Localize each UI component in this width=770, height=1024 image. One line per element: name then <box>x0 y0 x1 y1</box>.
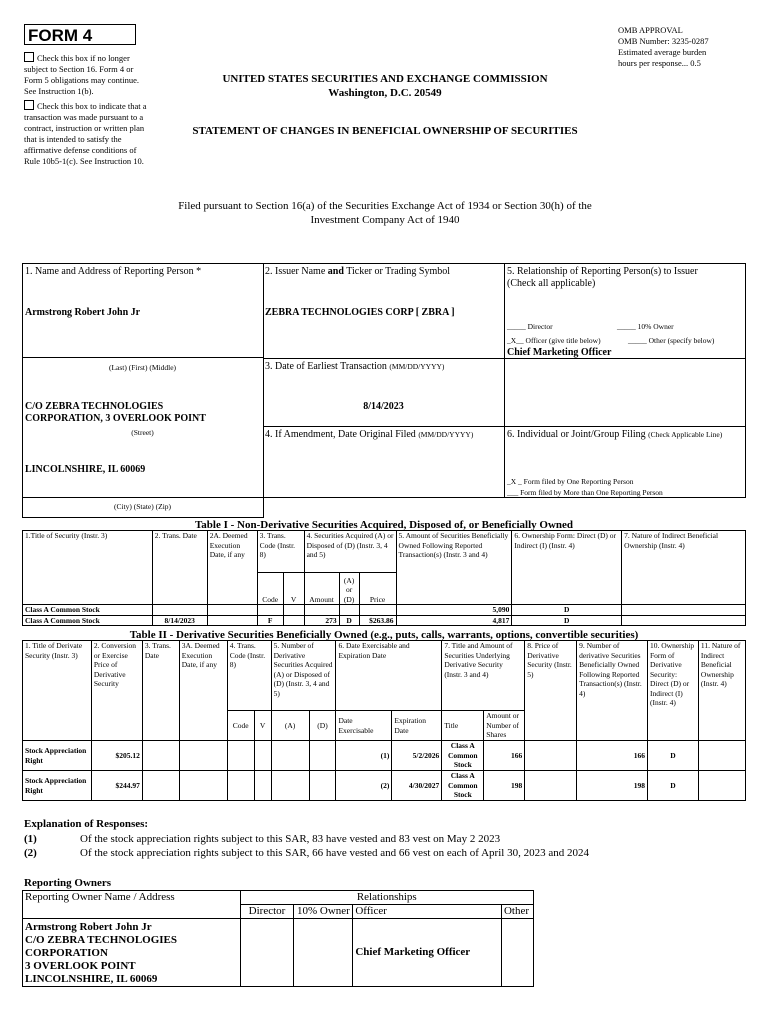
t2-h-exercisable: 6. Date Exercisable and Expiration Date <box>336 641 442 711</box>
box4-label: 4. If Amendment, Date Original Filed (MM/DD/YYYY) <box>265 429 474 440</box>
t1-sub-price: Price <box>359 573 396 605</box>
table-row <box>23 919 534 987</box>
table2-title: Table II - Derivative Securities Beneficially Owned (e.g., puts, calls, warrants, options, convertible securities) <box>129 629 639 641</box>
table1-non-derivative <box>22 530 746 626</box>
t1-h-owned: 5. Amount of Securities Beneficially Owned Following Reported Transaction(s) (Instr. 3 and 4) <box>396 531 512 605</box>
t1-h-code: 3. Trans. Code (Instr. 8) <box>257 531 304 573</box>
t1-sub-aord: (A) or (D) <box>339 573 359 605</box>
t2-h-underlying: 7. Title and Amount of Securities Underlying Derivative Security (Instr. 3 and 4) <box>442 641 525 711</box>
owners-h-10pct: 10% Owner <box>294 905 353 919</box>
reporting-person-name: Armstrong Robert John Jr <box>25 307 141 318</box>
t2-h-form: 10. Ownership Form of Derivative Security: Direct (D) or Indirect (I) (Instr. 4) <box>648 641 699 741</box>
table-row: Class A Common Stock 5,090 D <box>23 605 746 616</box>
owners-h-director: Director <box>240 905 294 919</box>
relationship-officer: _X__ Officer (give title below) <box>507 336 601 345</box>
t1-h-deemed: 2A. Deemed Execution Date, if any <box>207 531 257 605</box>
agency-name: UNITED STATES SECURITIES AND EXCHANGE COMMISSION <box>222 73 548 85</box>
reporting-owners-table <box>22 890 534 987</box>
table2-derivative <box>22 640 746 801</box>
explanation-title: Explanation of Responses: <box>24 818 149 830</box>
t2-h-conversion: 2. Conversion or Exercise Price of Derivative Security <box>91 641 142 741</box>
filed-pursuant: Filed pursuant to Section 16(a) of the Securities Exchange Act of 1934 or Section 30(h) of the Investment Company Act of 1940 <box>178 200 592 226</box>
checkbox-icon[interactable] <box>24 100 34 110</box>
table-row: Class A Common Stock 8/14/2023 F 273 D $263.86 4,817 D <box>23 615 746 626</box>
t2-h-deemed: 3A. Deemed Execution Date, if any <box>179 641 227 741</box>
t2-h-price: 8. Price of Derivative Security (Instr. 5) <box>525 641 577 741</box>
t2-sub-a: (A) <box>271 711 309 741</box>
agency-city: Washington, D.C. 20549 <box>328 87 442 99</box>
t2-sub-date-exercisable: Date Exercisable <box>336 711 392 741</box>
city-address: LINCOLNSHIRE, IL 60069 <box>25 464 146 475</box>
earliest-transaction-date: 8/14/2023 <box>363 401 404 412</box>
table-row: Stock Appreciation Right $205.12 (1) 5/2/2026 Class A Common Stock 166 166 D <box>23 741 746 771</box>
check-box-rule10b5[interactable]: Check this box to indicate that a transaction was made pursuant to a contract, instruction or written plan that is intended to satisfy the affirmative defense conditions of Rule 10b5-1(c). See Instruction 10. <box>24 101 147 166</box>
city-sublabel: (City) (State) (Zip) <box>113 502 172 511</box>
t2-h-owned: 9. Number of derivative Securities Beneficially Owned Following Reported Transaction(s) (Instr. 4) <box>577 641 648 741</box>
table1-title: Table I - Non-Derivative Securities Acquired, Disposed of, or Beneficially Owned <box>194 519 574 531</box>
explanation-list <box>24 832 589 860</box>
owners-h-name: Reporting Owner Name / Address <box>23 891 241 919</box>
box5-label: 5. Relationship of Reporting Person(s) to Issuer (Check all applicable) <box>507 266 698 289</box>
box2-label: 2. Issuer Name and Ticker or Trading Symbol <box>265 266 451 277</box>
t2-h-code: 4. Trans. Code (Instr. 8) <box>227 641 271 711</box>
filing-multiple-persons: ___ Form filed by More than One Reporting Person <box>507 488 663 497</box>
issuer-name: ZEBRA TECHNOLOGIES CORP [ ZBRA ] <box>265 307 455 318</box>
reporting-owners-title: Reporting Owners <box>24 877 112 889</box>
box3-label: 3. Date of Earliest Transaction (MM/DD/YYYY) <box>265 361 445 372</box>
t1-h-form: 6. Ownership Form: Direct (D) or Indirect (I) (Instr. 4) <box>512 531 622 605</box>
t2-h-number: 5. Number of Derivative Securities Acquired (A) or Disposed of (D) (Instr. 3, 4 and 5) <box>271 641 336 711</box>
t2-sub-v: V <box>254 711 271 741</box>
owners-h-other: Other <box>501 905 533 919</box>
table-row: Stock Appreciation Right $244.97 (2) 4/30/2027 Class A Common Stock 198 198 D <box>23 771 746 801</box>
t1-h-securities: 4. Securities Acquired (A) or Disposed of (D) (Instr. 3, 4 and 5) <box>304 531 396 573</box>
omb-approval: OMB APPROVAL OMB Number: 3235-0287 Estimated average burden hours per response... 0.5 <box>618 25 709 68</box>
statement-title: STATEMENT OF CHANGES IN BENEFICIAL OWNERSHIP OF SECURITIES <box>192 125 578 137</box>
t2-sub-code: Code <box>227 711 254 741</box>
check-box-section16[interactable]: Check this box if no longer subject to Section 16. Form 4 or Form 5 obligations may continue. See Instruction 1(b). <box>24 53 139 96</box>
owners-h-officer: Officer <box>353 905 502 919</box>
relationship-10pct-owner: _____ 10% Owner <box>617 322 674 331</box>
form-title: FORM 4 <box>24 24 136 45</box>
t2-sub-d: (D) <box>309 711 336 741</box>
t2-sub-shares: Amount or Number of Shares <box>484 711 525 741</box>
t1-h-date: 2. Trans. Date <box>152 531 207 605</box>
list-item: (2) Of the stock appreciation rights subject to this SAR, 66 have vested and 66 vest on each of April 30, 2023 and 2024 <box>24 847 589 859</box>
street-address: C/O ZEBRA TECHNOLOGIES CORPORATION, 3 OVERLOOK POINT <box>25 401 206 424</box>
owners-h-relationships: Relationships <box>240 891 533 905</box>
t1-sub-v: V <box>283 573 304 605</box>
t1-sub-code: Code <box>257 573 283 605</box>
t2-h-date: 3. Trans. Date <box>142 641 179 741</box>
reporting-person-section <box>22 263 746 498</box>
t2-sub-expiration: Expiration Date <box>392 711 442 741</box>
relationship-director: _____ Director <box>507 322 553 331</box>
t1-sub-amount: Amount <box>304 573 339 605</box>
checkbox-icon[interactable] <box>24 52 34 62</box>
t1-h-title: 1.Title of Security (Instr. 3) <box>23 531 153 605</box>
t2-h-nature: 11. Nature of Indirect Beneficial Ownership (Instr. 4) <box>698 641 745 741</box>
t2-h-title: 1. Title of Derivate Security (Instr. 3) <box>23 641 92 741</box>
box6-label: 6. Individual or Joint/Group Filing (Check Applicable Line) <box>507 429 723 440</box>
filing-one-person: _X _ Form filed by One Reporting Person <box>507 477 634 486</box>
t2-sub-title: Title <box>442 711 484 741</box>
list-item: (1) Of the stock appreciation rights subject to this SAR, 83 have vested and 83 vest on May 2 2023 <box>24 833 501 845</box>
name-sublabel: (Last) (First) (Middle) <box>108 363 177 372</box>
owner-address: Armstrong Robert John Jr C/O ZEBRA TECHNOLOGIES CORPORATION 3 OVERLOOK POINT LINCOLNSHIRE, IL 60069 <box>23 919 241 987</box>
officer-title: Chief Marketing Officer <box>507 347 612 358</box>
owner-officer-title: Chief Marketing Officer <box>353 919 502 987</box>
t1-h-nature: 7. Nature of Indirect Beneficial Ownership (Instr. 4) <box>622 531 746 605</box>
box1-label: 1. Name and Address of Reporting Person * <box>25 266 202 277</box>
street-sublabel: (Street) <box>131 428 154 437</box>
relationship-other: _____ Other (specify below) <box>628 336 715 345</box>
